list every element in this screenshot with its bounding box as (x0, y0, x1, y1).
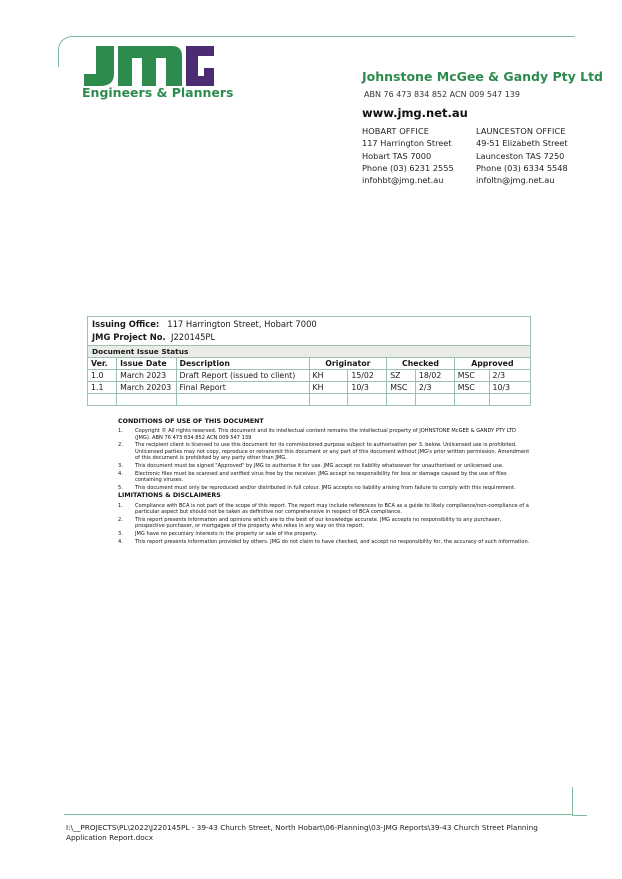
list-item: 2. The recipient client is licensed to use this document for its commissioned purpose subject to authorisation per 3. below. Unlicensed use is prohibited. Unlicensed parties may not copy, reproduce or retransmit this document or any part of this document without JMG's prior written permission. Amendment of this document is prohibited by any party other than JMG. (118, 442, 530, 462)
hobart-office (362, 125, 454, 186)
office-title: LAUNCESTON OFFICE (476, 126, 566, 136)
col-checked: Checked (387, 358, 455, 370)
cell-checked: MSC (387, 382, 416, 394)
limitations-list (118, 503, 530, 546)
table-row-empty (88, 394, 530, 406)
cell-ver: 1.1 (88, 382, 117, 394)
office-email[interactable]: infohbt@jmg.net.au (362, 175, 444, 186)
list-item: 2. This report presents information and opinions which are to the best of our knowledge accurate. JMG accepts no responsibility to any purchaser, prospective purchaser, or mortgagee of the property who relies in any way on this report. (118, 516, 502, 530)
cell-description: Draft Report (issued to client) (176, 370, 309, 382)
conditions-list (118, 428, 530, 491)
office-title: HOBART OFFICE (362, 126, 429, 136)
file-path-footer: I:\__PROJECTS\PL\2022\J220145PL - 39-43 Church Street, North Hobart\06-Planning\03-JMG Reports\39-43 Church Street Planning Application Report.docx (66, 823, 538, 842)
office-phone: Phone (03) 6231 2555 (362, 162, 454, 173)
office-phone: Phone (03) 6334 5548 (476, 162, 568, 173)
table-header-row (88, 358, 530, 370)
cell-description: Final Report (176, 382, 309, 394)
cell-checked: SZ (387, 370, 416, 382)
cell-date: March 20203 (117, 382, 176, 394)
issuing-office-label: Issuing Office: (92, 319, 160, 329)
tagline: Engineers & Planners (82, 85, 234, 100)
cell-checked-date: 2/3 (415, 382, 454, 394)
cell-checked-date: 18/02 (415, 370, 454, 382)
list-item: 3. This document must be signed "Approved" by JMG to authorise it for use. JMG accept no liability whatsoever for unauthorised or unlicensed use. (118, 462, 504, 469)
conditions-title: CONDITIONS OF USE OF THIS DOCUMENT (118, 418, 264, 425)
project-no-row (88, 331, 530, 346)
col-description: Description (176, 358, 309, 370)
cell-approved: MSC (454, 382, 489, 394)
cell-date: March 2023 (117, 370, 176, 382)
cell-originator: KH (309, 370, 348, 382)
col-ver: Ver. (88, 358, 117, 370)
issuing-office-row (88, 317, 530, 331)
issue-grid (88, 358, 530, 405)
list-item: 4. This report presents information provided by others. JMG do not claim to have checked, and accept no responsibility for, the accuracy of such information. (118, 538, 530, 545)
issuing-office-value: 117 Harrington Street, Hobart 7000 (167, 319, 317, 329)
office-city: Hobart TAS 7000 (362, 150, 432, 161)
table-row (88, 382, 530, 394)
abn-acn: ABN 76 473 834 852 ACN 009 547 139 (364, 90, 520, 99)
list-item: 4. Electronic files must be scanned and verified virus free by the receiver. JMG accept no responsibility for loss or damage caused by the use of files containing viruses. (118, 470, 507, 484)
company-name: Johnstone McGee & Gandy Pty Ltd (362, 69, 604, 84)
website-link[interactable]: www.jmg.net.au (362, 106, 468, 120)
issue-status-title: Document Issue Status (88, 346, 530, 358)
list-item: 3. JMG have no pecuniary interests in the property or sale of the property. (118, 531, 317, 538)
col-issue-date: Issue Date (117, 358, 176, 370)
conditions-section (118, 419, 530, 547)
cell-approved-date: 2/3 (489, 370, 530, 382)
document-issue-table (87, 316, 531, 406)
office-email[interactable]: infoltn@jmg.net.au (476, 175, 555, 186)
cell-originator-date: 10/3 (348, 382, 387, 394)
office-city: Launceston TAS 7250 (476, 150, 565, 161)
cell-originator-date: 15/02 (348, 370, 387, 382)
project-no-label: JMG Project No. (92, 332, 166, 342)
jmg-logo (82, 46, 214, 86)
cell-approved: MSC (454, 370, 489, 382)
footer-frame-line (64, 814, 572, 815)
cell-originator: KH (309, 382, 348, 394)
footer-frame-corner (572, 787, 587, 816)
cell-ver: 1.0 (88, 370, 117, 382)
col-approved: Approved (454, 358, 530, 370)
launceston-office (476, 125, 568, 186)
list-item: 1. Compliance with BCA is not part of the scope of this report. The report may include references to BCA as a guide to likely compliance/non-compliance of a particular aspect but should not be taken as definitive nor comprehensive in respect of BCA compliance. (118, 502, 529, 515)
table-row (88, 370, 530, 382)
col-originator: Originator (309, 358, 387, 370)
list-item: 1. Copyright © All rights reserved. This document and its intellectual content remains the intellectual property of JOHNSTONE McGEE & GANDY PTY LTD (JMG). ABN 76 473 834 852 ACN 009 547 139 (118, 428, 516, 441)
limitations-title: LIMITATIONS & DISCLAIMERS (118, 492, 221, 500)
list-item: 5. This document must only be reproduced and/or distributed in full colour. JMG accepts no liability arising from failure to comply with this requirement. (118, 485, 516, 492)
office-street: 49-51 Elizabeth Street (476, 138, 568, 149)
office-street: 117 Harrington Street (362, 138, 452, 149)
cell-approved-date: 10/3 (489, 382, 530, 394)
project-no-value: J220145PL (170, 332, 216, 342)
